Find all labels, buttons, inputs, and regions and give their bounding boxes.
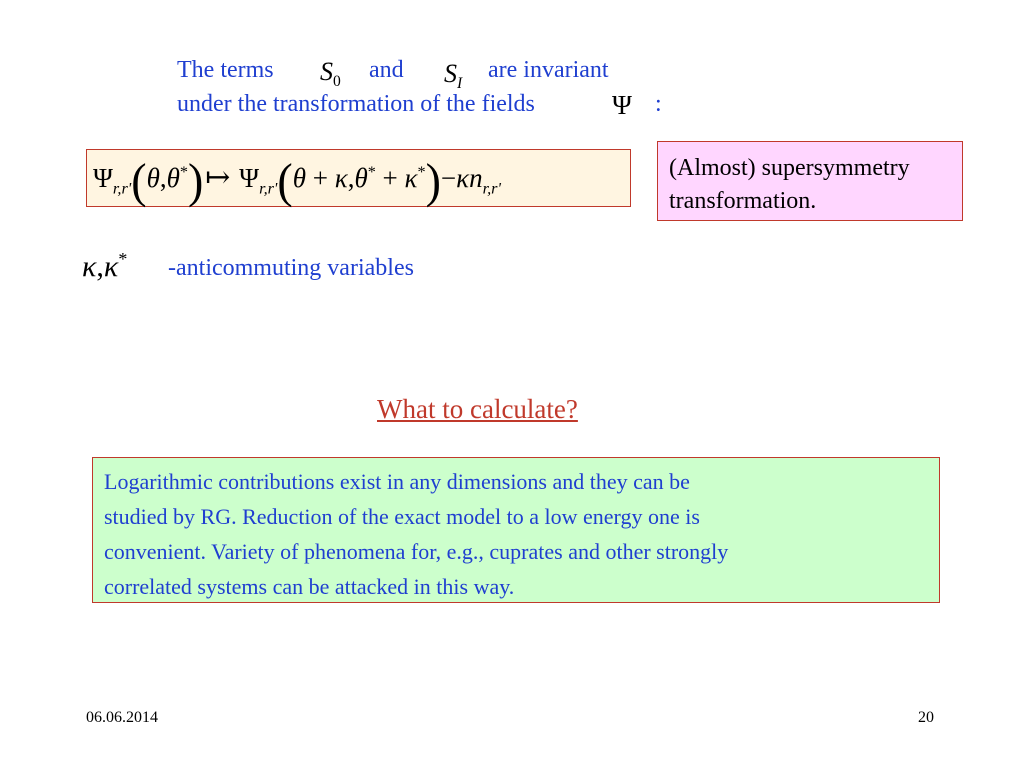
symbol-s0-base: S: [320, 57, 333, 86]
formula-star-3: *: [417, 163, 426, 181]
page-number: 20: [918, 709, 934, 726]
symbol-s0: [320, 57, 341, 91]
susy-line-2: transformation.: [669, 188, 817, 214]
symbol-si-base: S: [444, 59, 457, 88]
summary-line-2: studied by RG. Reduction of the exact model to a low energy one is: [104, 504, 700, 529]
formula-mapsto: ↦: [205, 161, 231, 194]
transformation-formula-box: [86, 149, 631, 207]
formula-rparen-2: ): [425, 153, 441, 208]
formula-rparen-1: ): [187, 153, 204, 208]
supersymmetry-note-box: [657, 141, 963, 221]
intro-and: and: [369, 57, 404, 83]
formula-plus-2: +: [382, 163, 398, 193]
kappa-symbols: [82, 249, 127, 285]
formula-theta-3: θ: [292, 163, 306, 193]
summary-line-4: correlated systems can be attacked in this way.: [104, 574, 515, 599]
symbol-si: [444, 59, 463, 93]
formula-plus-1: +: [312, 163, 328, 193]
intro-are-invariant: are invariant: [488, 57, 609, 83]
summary-box: [92, 457, 940, 603]
formula-psi-2: Ψ: [239, 163, 260, 193]
formula-theta-4: θ: [354, 163, 368, 193]
formula-sub-2: r,r': [259, 179, 278, 198]
anticommuting-label: -anticommuting variables: [168, 255, 414, 281]
formula-minus: −: [440, 163, 457, 193]
footer-date: 06.06.2014: [86, 709, 158, 726]
formula-star-2: *: [367, 163, 376, 181]
symbol-s0-sub: 0: [333, 73, 341, 91]
formula-star-1: *: [179, 163, 188, 181]
formula-sub-1: r,r': [112, 179, 132, 198]
kappa-1: κ: [82, 250, 97, 283]
formula-comma-1: ,: [159, 163, 167, 193]
kappa-2: κ: [103, 250, 119, 283]
formula-comma-2: ,: [347, 163, 355, 193]
psi-symbol: Ψ: [612, 90, 632, 120]
what-to-calculate-heading: What to calculate?: [377, 394, 578, 424]
intro-colon: :: [655, 91, 662, 117]
formula-theta-2: θ: [166, 163, 180, 193]
transformation-formula: [93, 152, 501, 208]
formula-kappa-3: κ: [456, 163, 470, 193]
formula-kappa-2: κ: [404, 163, 418, 193]
kappa-comma: ,: [96, 250, 104, 283]
symbol-si-sub: I: [457, 75, 463, 93]
kappa-star: *: [118, 249, 128, 269]
formula-theta-1: θ: [146, 163, 160, 193]
formula-kappa-1: κ: [334, 163, 348, 193]
susy-line-1: (Almost) supersymmetry: [669, 155, 910, 181]
intro-line-2: under the transformation of the fields: [177, 91, 535, 117]
formula-n: n: [469, 163, 483, 193]
intro-the-terms: The terms: [177, 57, 274, 83]
formula-lparen-1: (: [131, 153, 147, 208]
summary-line-1: Logarithmic contributions exist in any dimensions and they can be: [104, 469, 690, 494]
formula-lparen-2: (: [277, 153, 293, 208]
formula-sub-3: r,r': [482, 179, 501, 198]
formula-psi-1: Ψ: [93, 163, 113, 193]
summary-line-3: convenient. Variety of phenomena for, e.g., cuprates and other strongly: [104, 539, 729, 564]
